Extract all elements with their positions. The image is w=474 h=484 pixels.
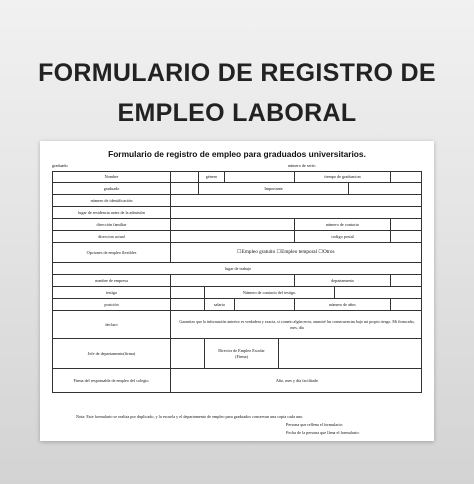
opciones-empleo-label: Opciones de empleo flexibles: [53, 243, 171, 262]
tiempo-graduacion-field[interactable]: [391, 172, 423, 182]
numero-anos-field[interactable]: [391, 299, 423, 310]
table-row: [52, 195, 422, 207]
table-row: [52, 275, 422, 287]
direccion-actual-label: direccion actual: [53, 231, 171, 242]
jefe-departamento-label: Jefe de departamento(firma): [53, 339, 171, 368]
lugar-trabajo-heading: lugar de trabajo: [224, 265, 252, 271]
numero-identificacion-field[interactable]: [171, 195, 423, 206]
table-row: [52, 183, 422, 195]
lugar-residencia-field[interactable]: [171, 207, 423, 218]
director-empleo-firma[interactable]: [279, 339, 423, 368]
importante-label: Importante: [199, 183, 349, 194]
opciones-empleo-checkboxes[interactable]: ☐Empleo gratuito ☐Empleo temporal ☐Otros: [237, 248, 335, 255]
table-row: [52, 263, 422, 275]
page-title-line-2: EMPLEO LABORAL: [117, 99, 357, 127]
tiempo-graduacion-label: tiempo de graduacion: [295, 172, 391, 182]
graduado-field[interactable]: [171, 183, 199, 194]
departamento-label: departamento: [295, 275, 391, 286]
salario-field[interactable]: [235, 299, 295, 310]
numero-contacto-testigo-field[interactable]: [335, 287, 423, 298]
nombre-field[interactable]: [171, 172, 199, 182]
declaro-label: declaro: [53, 311, 171, 338]
testigo-label: testigo: [53, 287, 171, 298]
posicion-label: posición: [53, 299, 171, 310]
page-title-line-1: FORMULARIO DE REGISTRO DE: [38, 59, 436, 87]
testigo-field[interactable]: [171, 287, 205, 298]
numero-anos-label: número de años: [295, 299, 391, 310]
table-row: [52, 287, 422, 299]
table-row: [52, 339, 422, 369]
declaracion-texto: Garantizo que la información anterior es verdadera y exacta, si cometo algún error, asumiré las consecuencias bajo mi propio riesgo. Mi firma:año, mes, día: [179, 319, 415, 330]
direccion-actual-field[interactable]: [171, 231, 295, 242]
table-row: [52, 311, 422, 339]
form-table: [52, 171, 422, 393]
form-heading: Formulario de registro de empleo para graduados universitarios.: [108, 149, 366, 159]
table-row: [52, 207, 422, 219]
nombre-empresa-field[interactable]: [171, 275, 295, 286]
lugar-residencia-label: lugar de residencia antes de la admisión: [53, 207, 171, 218]
table-row: [52, 231, 422, 243]
nota-texto: Nota: Este formulario se realiza por duplicado, y la escuela y el departamento de empleo para graduados conservan una copia cada uno.: [76, 414, 304, 419]
graduado-top-label: graduado: [52, 163, 68, 168]
genero-field[interactable]: [225, 172, 295, 182]
numero-contacto-label: número de contacto: [295, 219, 391, 230]
genero-label: género: [199, 172, 225, 182]
direccion-familiar-label: dirección familiar: [53, 219, 171, 230]
table-row: [52, 219, 422, 231]
ano-mes-dia-label: Año, mes y día facilitado: [275, 377, 319, 383]
salario-label: salario: [205, 299, 235, 310]
firma-responsable-label: Firma del responsable de empleo del colegio.: [53, 369, 171, 392]
persona-rellena-label: Persona que rellena el formulario:: [286, 422, 343, 427]
fecha-rellena-label: Fecha de la persona que llena el formulario:: [286, 430, 360, 435]
direccion-familiar-field[interactable]: [171, 219, 295, 230]
numero-identificacion-label: número de identificación: [53, 195, 171, 206]
table-row: [52, 243, 422, 263]
numero-contacto-field[interactable]: [391, 219, 423, 230]
director-empleo-label: Director de Empleo Escolar (Firma): [205, 339, 279, 368]
codigo-postal-field[interactable]: [391, 231, 423, 242]
importante-field[interactable]: [349, 183, 423, 194]
table-row: [52, 369, 422, 393]
graduado-label: graduado: [53, 183, 171, 194]
numero-contacto-testigo-label: Número de contacto del testigo.: [205, 287, 335, 298]
nombre-label: Nombre: [53, 172, 171, 182]
table-row: [52, 299, 422, 311]
jefe-departamento-firma[interactable]: [171, 339, 205, 368]
table-row: [52, 171, 422, 183]
posicion-field[interactable]: [171, 299, 205, 310]
codigo-postal-label: codigo postal: [295, 231, 391, 242]
nombre-empresa-label: nombre de empresa: [53, 275, 171, 286]
numero-serie-label: número de serie:: [288, 163, 316, 168]
form-sheet: [40, 141, 434, 441]
departamento-field[interactable]: [391, 275, 423, 286]
